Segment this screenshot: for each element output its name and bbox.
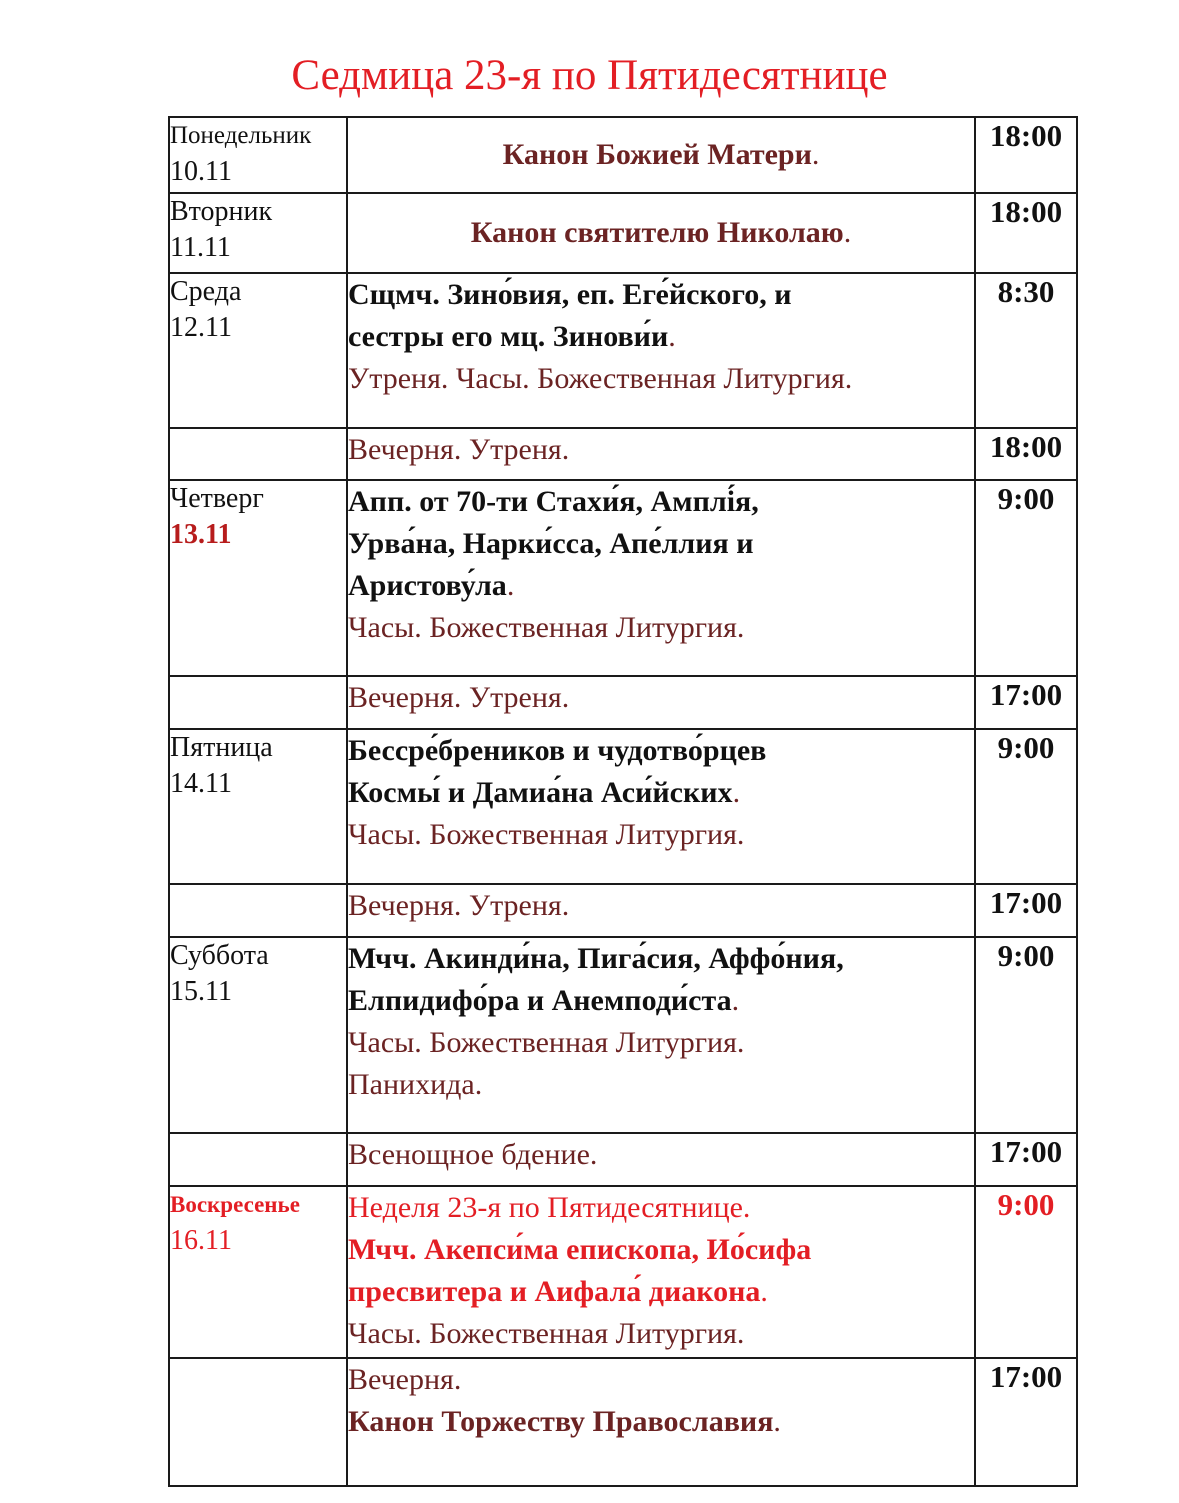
day-name: Пятница — [170, 732, 273, 763]
day-date: 13.11 — [170, 519, 232, 550]
feast-line: Мчч. Акепси́ма епископа, Ио́сифа — [348, 1233, 812, 1266]
time-cell: 8:30 — [975, 273, 1077, 428]
table-row — [169, 428, 1077, 480]
table-row — [169, 1186, 1077, 1358]
services-text: Вечерня. Утреня. — [348, 681, 570, 714]
sunday-heading: Неделя 23-я по Пятидесятнице. — [348, 1191, 751, 1224]
feast-line: Мчч. Акинди́на, Пига́сия, Аффо́ния, — [348, 942, 844, 975]
table-row — [169, 480, 1077, 676]
services-text: Вечерня. Утреня. — [348, 889, 570, 922]
services-text: Вечерня. — [348, 1363, 462, 1396]
day-cell — [169, 273, 347, 428]
day-cell — [169, 480, 347, 676]
feast-line: Сщмч. Зино́вия, еп. Еге́йского, и — [348, 278, 792, 311]
day-name: Вторник — [170, 196, 273, 227]
services-text: Часы. Божественная Литургия. — [348, 818, 745, 851]
day-date: 12.11 — [170, 312, 232, 343]
day-date: 15.11 — [170, 976, 232, 1007]
table-row — [169, 884, 1077, 937]
day-cell — [169, 676, 347, 729]
time-cell: 18:00 — [975, 117, 1077, 193]
service-cell — [347, 428, 975, 480]
day-cell — [169, 729, 347, 884]
time-cell: 17:00 — [975, 1133, 1077, 1186]
table-row — [169, 193, 1077, 273]
day-name: Четверг — [170, 483, 264, 514]
time-cell: 18:00 — [975, 428, 1077, 480]
day-cell — [169, 1358, 347, 1486]
service-cell — [347, 1133, 975, 1186]
day-date: 14.11 — [170, 768, 232, 799]
service-cell: Сщмч. Зино́вия, еп. Еге́йского, и сестры его мц. Зинови́и. Утреня. Часы. Божественная Литургия. — [347, 273, 975, 428]
feast-line: Бессре́бреников и чудотво́рцев — [348, 734, 767, 767]
services-text: Часы. Божественная Литургия. — [348, 611, 745, 644]
table-row — [169, 117, 1077, 193]
time-cell: 17:00 — [975, 1358, 1077, 1486]
services-text: Вечерня. Утреня. — [348, 433, 570, 466]
services-text: Часы. Божественная Литургия. — [348, 1026, 745, 1059]
table-row — [169, 937, 1077, 1133]
services-text: Всенощное бдение. — [348, 1138, 598, 1171]
day-cell — [169, 1133, 347, 1186]
feast-text: Канон Торжеству Православия — [348, 1405, 774, 1438]
day-cell — [169, 117, 347, 193]
time-cell: 9:00 — [975, 937, 1077, 1133]
schedule-table — [168, 116, 1078, 1487]
table-row — [169, 273, 1077, 428]
feast-line: Аристову́ла — [348, 569, 507, 602]
feast-line: Апп. от 70-ти Стахи́я, Амплі́я, — [348, 485, 759, 518]
day-name: Суббота — [170, 940, 269, 971]
table-row — [169, 1133, 1077, 1186]
feast-text: Канон святителю Николаю — [470, 216, 844, 249]
time-cell: 17:00 — [975, 676, 1077, 729]
day-name: Среда — [170, 276, 242, 307]
service-cell — [347, 884, 975, 937]
feast-line: сестры его мц. Зинови́и — [348, 320, 669, 353]
feast-line: Елпидифо́ра и Анемподи́ста — [348, 984, 732, 1017]
service-cell: Апп. от 70-ти Стахи́я, Амплі́я, Урва́на, Нарки́сса, Апе́ллия и Аристову́ла. Часы. Божественная Литургия. — [347, 480, 975, 676]
feast-line: Урва́на, Нарки́сса, Апе́ллия и — [348, 527, 754, 560]
time-cell: 9:00 — [975, 729, 1077, 884]
day-date: 16.11 — [170, 1225, 232, 1256]
page-title: Седмица 23-я по Пятидесятнице — [291, 52, 888, 99]
day-cell — [169, 937, 347, 1133]
service-cell: Бессре́бреников и чудотво́рцев Космы́ и Дамиа́на Аси́йских. Часы. Божественная Литургия. — [347, 729, 975, 884]
service-cell: Канон Божией Матери. — [347, 117, 975, 193]
services-text: Утреня. Часы. Божественная Литургия. — [348, 362, 853, 395]
table-row — [169, 676, 1077, 729]
service-cell: Вечерня. Канон Торжеству Православия. — [347, 1358, 975, 1486]
day-name: Воскресенье — [170, 1192, 300, 1217]
feast-text: Канон Божией Матери — [502, 138, 812, 171]
day-cell — [169, 884, 347, 937]
services-text: Часы. Божественная Литургия. — [348, 1317, 745, 1350]
day-name: Понедельник — [170, 122, 312, 149]
table-row — [169, 1358, 1077, 1486]
time-cell: 9:00 — [975, 1186, 1077, 1358]
day-date: 10.11 — [170, 156, 232, 187]
day-cell — [169, 193, 347, 273]
feast-line: Космы́ и Дамиа́на Аси́йских — [348, 776, 733, 809]
service-cell: Неделя 23-я по Пятидесятнице. Мчч. Акепси́ма епископа, Ио́сифа пресвитера и Аифала́ диакона. Часы. Божественная Литургия. — [347, 1186, 975, 1358]
day-cell — [169, 428, 347, 480]
service-cell: Мчч. Акинди́на, Пига́сия, Аффо́ния, Елпидифо́ра и Анемподи́ста. Часы. Божественная Литургия. Панихида. — [347, 937, 975, 1133]
time-cell: 9:00 — [975, 480, 1077, 676]
time-cell: 18:00 — [975, 193, 1077, 273]
day-date: 11.11 — [170, 232, 231, 263]
day-cell — [169, 1186, 347, 1358]
feast-line: пресвитера и Аифала́ диакона — [348, 1275, 761, 1308]
table-row — [169, 729, 1077, 884]
services-text: Панихида. — [348, 1068, 483, 1101]
time-cell: 17:00 — [975, 884, 1077, 937]
service-cell: Канон святителю Николаю. — [347, 193, 975, 273]
service-cell — [347, 676, 975, 729]
